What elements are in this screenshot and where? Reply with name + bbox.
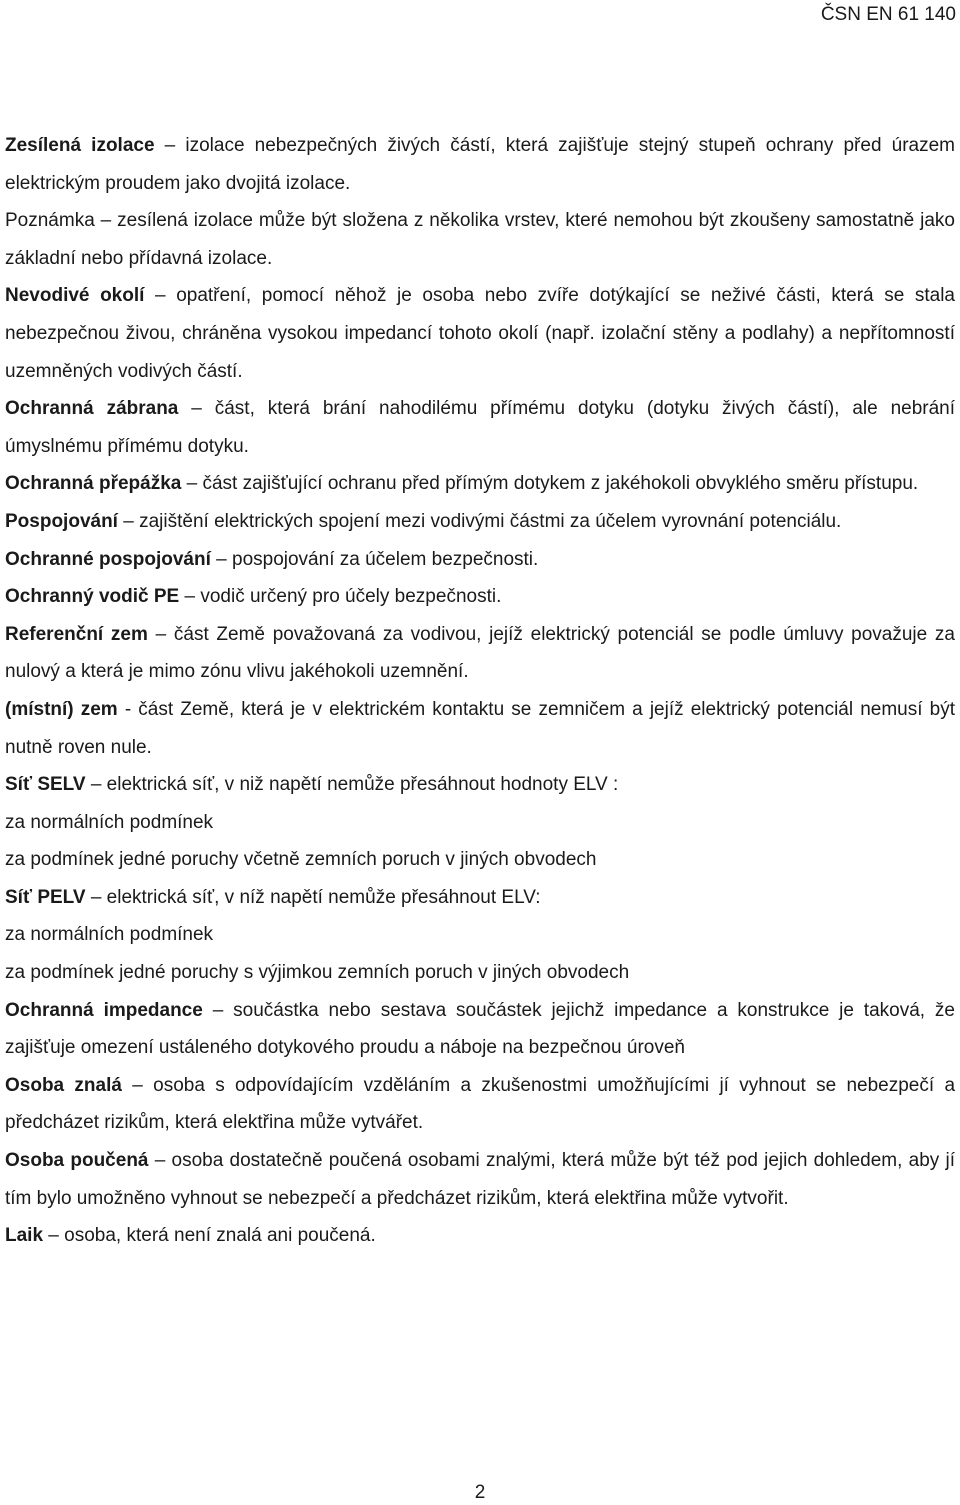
definition-text: část zajišťující ochranu před přímým dotykem z jakéhokoli obvyklého směru přístupu. <box>202 473 919 495</box>
definition-item <box>5 1142 955 1217</box>
definition-separator: – <box>178 398 215 420</box>
definition-separator: – <box>121 1074 154 1096</box>
definition-item <box>5 390 955 465</box>
definition-separator: – <box>117 510 140 532</box>
definition-separator: – <box>179 586 201 608</box>
condition-text: za normálních podmínek <box>5 924 214 946</box>
definition-text: část, která brání nahodilému přímému dotyku (dotyku živých částí), ale nebrání úmyslnému přímému dotyku. <box>5 398 956 457</box>
definition-text: pospojování za účelem bezpečnosti. <box>232 548 539 570</box>
condition-text: za normálních podmínek <box>5 811 214 833</box>
definition-separator: – <box>148 1150 172 1172</box>
definition-term: Osoba znalá <box>5 1074 122 1096</box>
definition-separator: – <box>147 623 174 645</box>
definition-item <box>5 503 955 541</box>
definition-text: zajištění elektrických spojení mezi vodivými částmi za účelem vyrovnání potenciálu. <box>139 510 842 532</box>
definition-term: (místní) zem <box>5 698 118 720</box>
definition-term: Síť PELV <box>5 886 86 908</box>
definition-text: osoba s odpovídajícím vzděláním a zkušenostmi umožňujícími jí vyhnout se nebezpečí a předcházet rizikům, která elektřina může vytvářet. <box>5 1074 956 1134</box>
definition-item <box>5 1217 955 1255</box>
note-text: Poznámka – zesílená izolace může být složena z několika vrstev, které nemohou být zkoušeny samostatně jako základní nebo přídavná izolace. <box>5 210 955 269</box>
definitions-list <box>5 127 955 1255</box>
page-number <box>0 1482 960 1504</box>
definition-separator: – <box>85 886 107 908</box>
condition-line <box>5 804 955 842</box>
definition-separator: – <box>85 774 107 796</box>
definition-term: Nevodivé okolí <box>5 285 145 307</box>
definition-item <box>5 766 955 804</box>
condition-line <box>5 841 955 879</box>
page-number-text: 2 <box>474 1482 486 1503</box>
definition-item <box>5 465 955 503</box>
definition-term: Osoba poučená <box>5 1150 149 1172</box>
definition-note <box>5 202 955 277</box>
definition-text: elektrická síť, v níž napětí nemůže přesáhnout ELV: <box>106 886 541 908</box>
definition-term: Zesílená izolace <box>5 135 155 156</box>
definition-term: Laik <box>5 1225 44 1247</box>
condition-line <box>5 954 955 992</box>
definition-text: vodič určený pro účely bezpečnosti. <box>200 586 502 608</box>
definition-text: část Země považovaná za vodivou, jejíž elektrický potenciál se podle úmluvy považuje za nulový a která je mimo zónu vlivu jakéhokoli uzemnění. <box>5 623 955 683</box>
definition-item <box>5 277 955 390</box>
definition-separator: – <box>43 1225 65 1247</box>
definition-item <box>5 691 955 766</box>
definition-text: osoba dostatečně poučená osobami znalými, která může být též pod jejich dohledem, aby jí tím bylo umožněno vyhnout se nebezpečí a předcházet rizikům, která elektřina může vytvořit. <box>5 1150 956 1209</box>
definition-item <box>5 616 955 691</box>
definition-term: Ochranná zábrana <box>5 398 179 420</box>
definition-item <box>5 127 955 202</box>
document-header <box>821 4 956 26</box>
definition-text: osoba, která není znalá ani poučená. <box>64 1225 376 1247</box>
definition-text: část Země, která je v elektrickém kontaktu se zemničem a jejíž elektrický potenciál nemusí být nutně roven nule. <box>5 698 955 758</box>
condition-text: za podmínek jedné poruchy včetně zemních poruch v jiných obvodech <box>5 849 597 871</box>
definition-item <box>5 879 955 917</box>
definition-separator: – <box>202 999 234 1021</box>
standard-number: ČSN EN 61 140 <box>820 4 956 25</box>
definition-text: opatření, pomocí něhož je osoba nebo zvíře dotýkající se neživé části, která se stala nebezpečnou živou, chráněna vysokou impedancí tohoto okolí (např. izolační stěny a podlahy) a nepřítomností uzemněných vodivých částí. <box>5 285 956 382</box>
definition-item <box>5 992 955 1067</box>
definition-separator: – <box>210 548 232 570</box>
definition-separator: - <box>117 698 139 720</box>
definition-text: izolace nebezpečných živých částí, která zajišťuje stejný stupeň ochrany před úrazem elektrickým proudem jako dvojitá izolace. <box>5 135 956 194</box>
definition-text: součástka nebo sestava součástek jejichž impedance a konstrukce je taková, že zajišťuje omezení ustáleného dotykového proudu a náboje na bezpečnou úroveň <box>5 999 955 1059</box>
definition-term: Ochranná impedance <box>5 999 203 1021</box>
definition-term: Referenční zem <box>5 623 148 645</box>
definition-term: Ochranná přepážka <box>5 473 182 495</box>
definition-term: Síť SELV <box>5 774 86 796</box>
definition-separator: – <box>144 285 177 307</box>
definition-item <box>5 541 955 579</box>
definition-term: Ochranný vodič PE <box>5 586 180 608</box>
definition-text: elektrická síť, v niž napětí nemůže přesáhnout hodnoty ELV : <box>106 774 619 796</box>
condition-text: za podmínek jedné poruchy s výjimkou zemních poruch v jiných obvodech <box>5 962 630 984</box>
definition-item <box>5 1067 955 1142</box>
condition-line <box>5 916 955 954</box>
definition-term: Ochranné pospojování <box>5 548 211 570</box>
definition-separator: – <box>181 473 203 495</box>
definition-separator: – <box>154 135 186 156</box>
definition-item <box>5 578 955 616</box>
definition-term: Pospojování <box>5 510 118 532</box>
